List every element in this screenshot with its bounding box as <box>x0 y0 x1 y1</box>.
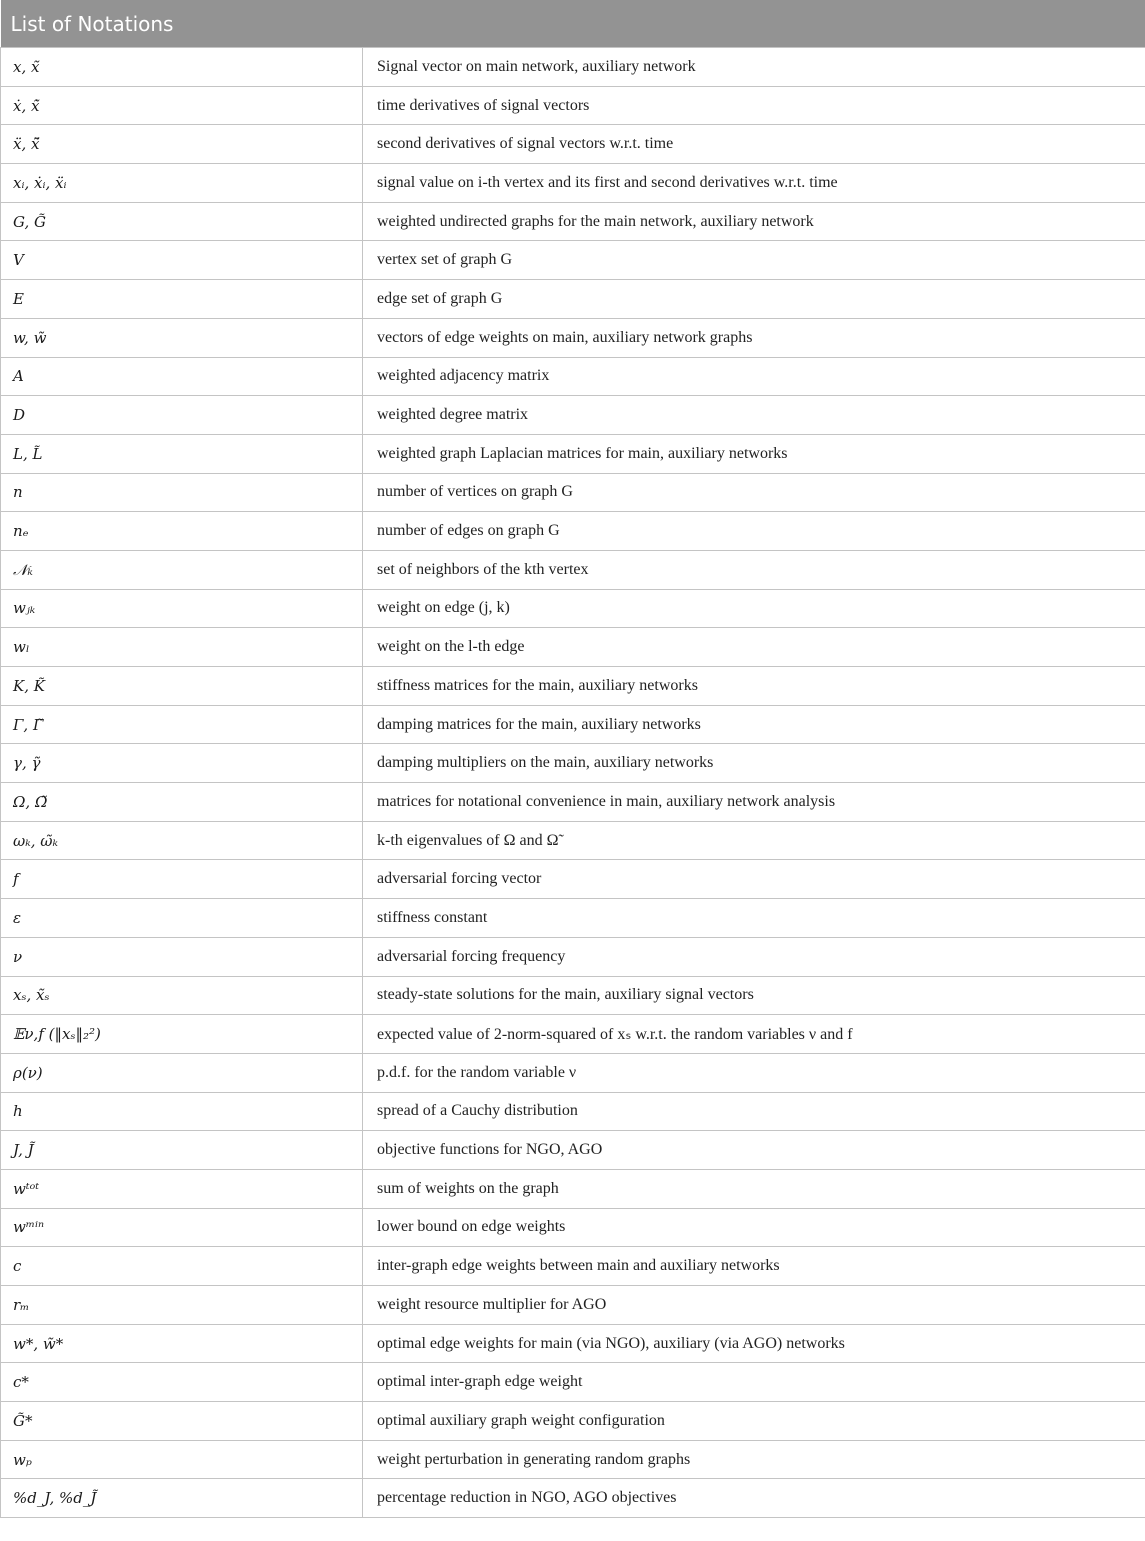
table-row <box>1 1324 1145 1363</box>
notation-symbol: D <box>1 396 363 435</box>
notation-symbol: 𝒩ₖ <box>1 550 363 589</box>
table-row <box>1 550 1145 589</box>
table-row <box>1 705 1145 744</box>
notation-symbol: ẋ, x̃̇ <box>1 86 363 125</box>
notation-symbol: w*, w̃* <box>1 1324 363 1363</box>
notation-description: optimal edge weights for main (via NGO), auxiliary (via AGO) networks <box>363 1324 1145 1363</box>
notation-description: weight perturbation in generating random graphs <box>363 1440 1145 1479</box>
table-row <box>1 473 1145 512</box>
notation-description: objective functions for NGO, AGO <box>363 1131 1145 1170</box>
table-row <box>1 667 1145 706</box>
notation-description: weight on the l-th edge <box>363 628 1145 667</box>
notation-description: optimal inter-graph edge weight <box>363 1363 1145 1402</box>
notation-symbol: wᵐⁱⁿ <box>1 1208 363 1247</box>
table-row <box>1 318 1145 357</box>
notation-description: weighted undirected graphs for the main network, auxiliary network <box>363 202 1145 241</box>
table-row <box>1 164 1145 203</box>
notation-description: edge set of graph G <box>363 280 1145 319</box>
notation-symbol: xₛ, x̃ₛ <box>1 976 363 1015</box>
notation-description: stiffness matrices for the main, auxiliary networks <box>363 667 1145 706</box>
notation-symbol: wₚ <box>1 1440 363 1479</box>
notation-symbol: γ, γ̃ <box>1 744 363 783</box>
table-row <box>1 280 1145 319</box>
table-row <box>1 1169 1145 1208</box>
notation-description: damping matrices for the main, auxiliary networks <box>363 705 1145 744</box>
notation-symbol: E <box>1 280 363 319</box>
notation-symbol: xᵢ, ẋᵢ, ẍᵢ <box>1 164 363 203</box>
notation-description: signal value on i-th vertex and its first and second derivatives w.r.t. time <box>363 164 1145 203</box>
table-header-row <box>1 0 1145 48</box>
notation-symbol: %d_J, %d_J̃ <box>1 1479 363 1518</box>
notation-symbol: G, G̃ <box>1 202 363 241</box>
table-row <box>1 434 1145 473</box>
notation-description: second derivatives of signal vectors w.r.t. time <box>363 125 1145 164</box>
table-row <box>1 1131 1145 1170</box>
notation-symbol: ẍ, x̃̈ <box>1 125 363 164</box>
notation-description: vectors of edge weights on main, auxiliary network graphs <box>363 318 1145 357</box>
notation-description: adversarial forcing vector <box>363 860 1145 899</box>
notation-symbol: G̃* <box>1 1402 363 1441</box>
table-row <box>1 1015 1145 1054</box>
notation-description: stiffness constant <box>363 899 1145 938</box>
table-row <box>1 1247 1145 1286</box>
notation-description: Signal vector on main network, auxiliary network <box>363 48 1145 87</box>
notation-description: steady-state solutions for the main, auxiliary signal vectors <box>363 976 1145 1015</box>
notation-description: number of vertices on graph G <box>363 473 1145 512</box>
notation-symbol: Ω, Ω̃ <box>1 783 363 822</box>
table-row <box>1 860 1145 899</box>
notation-symbol: ωₖ, ω̃ₖ <box>1 821 363 860</box>
notation-description: weight on edge (j, k) <box>363 589 1145 628</box>
table-title: List of Notations <box>1 0 1145 48</box>
notation-symbol: wᵗᵒᵗ <box>1 1169 363 1208</box>
notation-symbol: w, w̃ <box>1 318 363 357</box>
notation-description: time derivatives of signal vectors <box>363 86 1145 125</box>
notation-symbol: h <box>1 1092 363 1131</box>
notation-description: damping multipliers on the main, auxiliary networks <box>363 744 1145 783</box>
notation-symbol: Γ, Γ̃ <box>1 705 363 744</box>
table-row <box>1 744 1145 783</box>
notation-description: optimal auxiliary graph weight configuration <box>363 1402 1145 1441</box>
table-row <box>1 1053 1145 1092</box>
table-row <box>1 976 1145 1015</box>
notation-description: matrices for notational convenience in main, auxiliary network analysis <box>363 783 1145 822</box>
table-row <box>1 202 1145 241</box>
table-row <box>1 937 1145 976</box>
notation-description: expected value of 2-norm-squared of xₛ w.r.t. the random variables ν and f <box>363 1015 1145 1054</box>
table-row <box>1 1402 1145 1441</box>
table-row <box>1 589 1145 628</box>
notation-description: weighted adjacency matrix <box>363 357 1145 396</box>
notation-symbol: J, J̃ <box>1 1131 363 1170</box>
notation-symbol: ν <box>1 937 363 976</box>
table-row <box>1 1208 1145 1247</box>
table-row <box>1 1286 1145 1325</box>
notation-symbol: K, K̃ <box>1 667 363 706</box>
table-row <box>1 783 1145 822</box>
table-row <box>1 125 1145 164</box>
notation-description: number of edges on graph G <box>363 512 1145 551</box>
notation-description: spread of a Cauchy distribution <box>363 1092 1145 1131</box>
notation-description: lower bound on edge weights <box>363 1208 1145 1247</box>
notation-symbol: c <box>1 1247 363 1286</box>
table-row <box>1 821 1145 860</box>
notation-symbol: f <box>1 860 363 899</box>
notation-description: percentage reduction in NGO, AGO objectives <box>363 1479 1145 1518</box>
notation-description: weight resource multiplier for AGO <box>363 1286 1145 1325</box>
table-body <box>1 48 1145 1518</box>
notation-description: adversarial forcing frequency <box>363 937 1145 976</box>
notation-symbol: nₑ <box>1 512 363 551</box>
table-row <box>1 1440 1145 1479</box>
notation-symbol: ρ(ν) <box>1 1053 363 1092</box>
table-row <box>1 899 1145 938</box>
table-row <box>1 628 1145 667</box>
table-row <box>1 48 1145 87</box>
table-row <box>1 1479 1145 1518</box>
table-row <box>1 1092 1145 1131</box>
notation-description: inter-graph edge weights between main and auxiliary networks <box>363 1247 1145 1286</box>
notation-description: set of neighbors of the kth vertex <box>363 550 1145 589</box>
notation-description: weighted graph Laplacian matrices for main, auxiliary networks <box>363 434 1145 473</box>
table-row <box>1 1363 1145 1402</box>
notation-symbol: n <box>1 473 363 512</box>
notation-symbol: V <box>1 241 363 280</box>
notation-description: weighted degree matrix <box>363 396 1145 435</box>
notation-symbol: A <box>1 357 363 396</box>
notation-symbol: wⱼₖ <box>1 589 363 628</box>
table-row <box>1 357 1145 396</box>
notation-symbol: ε <box>1 899 363 938</box>
notation-description: k-th eigenvalues of Ω and Ω̃ <box>363 821 1145 860</box>
table-row <box>1 241 1145 280</box>
notation-description: p.d.f. for the random variable ν <box>363 1053 1145 1092</box>
table-row <box>1 512 1145 551</box>
notation-symbol: L, L̃ <box>1 434 363 473</box>
notation-description: sum of weights on the graph <box>363 1169 1145 1208</box>
table-row <box>1 86 1145 125</box>
notation-symbol: x, x̃ <box>1 48 363 87</box>
table-row <box>1 396 1145 435</box>
notation-symbol: c* <box>1 1363 363 1402</box>
notation-symbol: rₘ <box>1 1286 363 1325</box>
notation-symbol: wₗ <box>1 628 363 667</box>
notation-description: vertex set of graph G <box>363 241 1145 280</box>
notation-symbol: 𝔼ν,f (‖xₛ‖₂²) <box>1 1015 363 1054</box>
